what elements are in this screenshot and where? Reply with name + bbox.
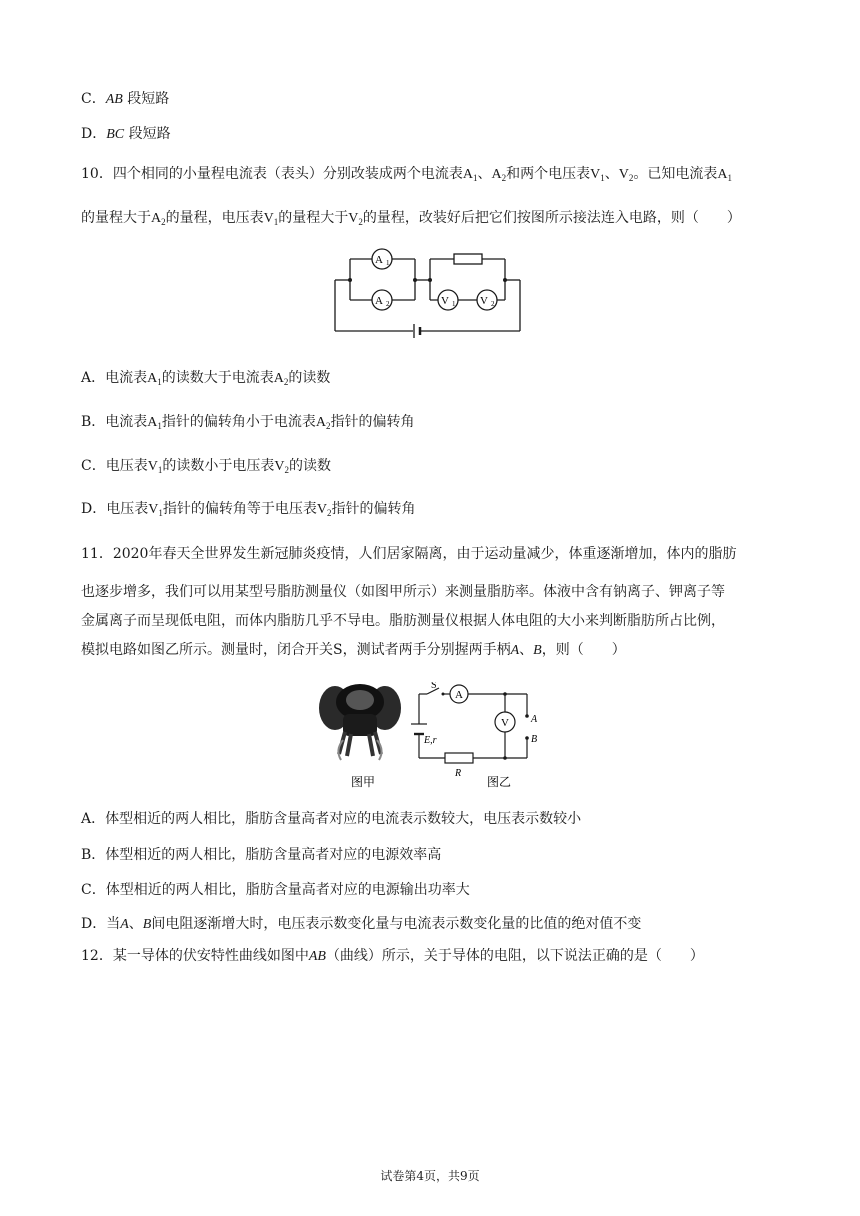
voltmeter-v1 [438, 290, 458, 310]
q11-stem-line1: 11．2020年春天全世界发生新冠肺炎疫情，人们居家隔离，由于运动量减少，体重逐渐增加，体内的脂肪 [81, 546, 737, 562]
q10-option-b: B．电流表$A_1$指针的偏转角小于电流表$A_2$指针的偏转角 [81, 414, 415, 431]
terminal-a [525, 714, 529, 718]
svg-text:2: 2 [491, 300, 495, 308]
q11-stem-line3: 金属离子而呈现低电阻，而体内脂肪几乎不导电。脂肪测量仪根据人体电阻的大小来判断脂肪所占比例， [81, 613, 725, 629]
q11-option-c: C．体型相近的两人相比，脂肪含量高者对应的电源输出功率大 [81, 882, 470, 898]
q10-option-a: A．电流表$A_1$的读数大于电流表$A_2$的读数 [81, 370, 331, 387]
voltmeter-v2 [477, 290, 497, 310]
page-footer: 试卷第4页，共9页 [380, 1169, 480, 1183]
svg-text:A: A [531, 714, 538, 725]
svg-text:A: A [455, 689, 463, 701]
q9-option-d: D．BC 段短路 [81, 126, 171, 142]
q11-option-a: A．体型相近的两人相比，脂肪含量高者对应的电流表示数较大，电压表示数较小 [81, 811, 582, 827]
svg-text:S: S [431, 682, 437, 691]
terminal-b [525, 736, 529, 740]
svg-text:A: A [375, 254, 383, 266]
ammeter-a2 [372, 290, 392, 310]
svg-text:B: B [531, 734, 538, 745]
q11-stem-line2: 也逐步增多，我们可以用某型号脂肪测量仪（如图甲所示）来测量脂肪率。体液中含有钠离子、钾离子等 [81, 584, 725, 600]
resistor [454, 254, 482, 264]
svg-text:2: 2 [386, 300, 390, 308]
svg-text:V: V [441, 295, 449, 307]
svg-text:R: R [455, 768, 462, 779]
resistor-r [445, 753, 473, 763]
q10-option-d: D．电压表$V_1$指针的偏转角等于电压表$V_2$指针的偏转角 [81, 501, 416, 518]
svg-text:1: 1 [386, 259, 390, 267]
svg-text:A: A [375, 295, 383, 307]
q9-option-c: C．AB 段短路 [81, 91, 170, 107]
fig-yi-caption: 图乙 [487, 775, 512, 789]
q10-circuit-diagram [330, 243, 530, 343]
q11-option-b: B．体型相近的两人相比，脂肪含量高者对应的电源效率高 [81, 847, 442, 863]
svg-text:E,r: E,r [424, 735, 437, 746]
q10-option-c: C．电压表$V_1$的读数小于电压表$V_2$的读数 [81, 458, 331, 475]
svg-text:1: 1 [452, 300, 456, 308]
svg-text:V: V [501, 717, 509, 729]
svg-text:V: V [480, 295, 488, 307]
q10-stem-line2: 的量程大于$A_2$的量程，电压表$V_1$的量程大于$V_2$的量程，改装好后把它们按图所示接法连入电路，则（ ） [81, 210, 741, 227]
q11-option-d: D．当A、B间电阻逐渐增大时，电压表示数变化量与电流表示数变化量的比值的绝对值不变 [81, 916, 642, 932]
q12-stem: 12．某一导体的伏安特性曲线如图中AB（曲线）所示，关于导体的电阻，以下说法正确的是（ ） [81, 948, 704, 964]
q11-stem-line4: 模拟电路如图乙所示。测量时，闭合开关S，测试者两手分别握两手柄A、B，则（ ） [81, 642, 626, 658]
fig-jia-caption: 图甲 [350, 775, 376, 789]
q10-stem-line1: 10．四个相同的小量程电流表（表头）分别改装成两个电流表$A_1$、$A_2$和两个电压表$V_1$、$V_2$。已知电流表$A_1$ [81, 166, 732, 183]
fat-meter-circuit-diagram [405, 682, 555, 790]
fat-meter-device-photo [315, 680, 410, 790]
ammeter-a1 [372, 249, 392, 269]
